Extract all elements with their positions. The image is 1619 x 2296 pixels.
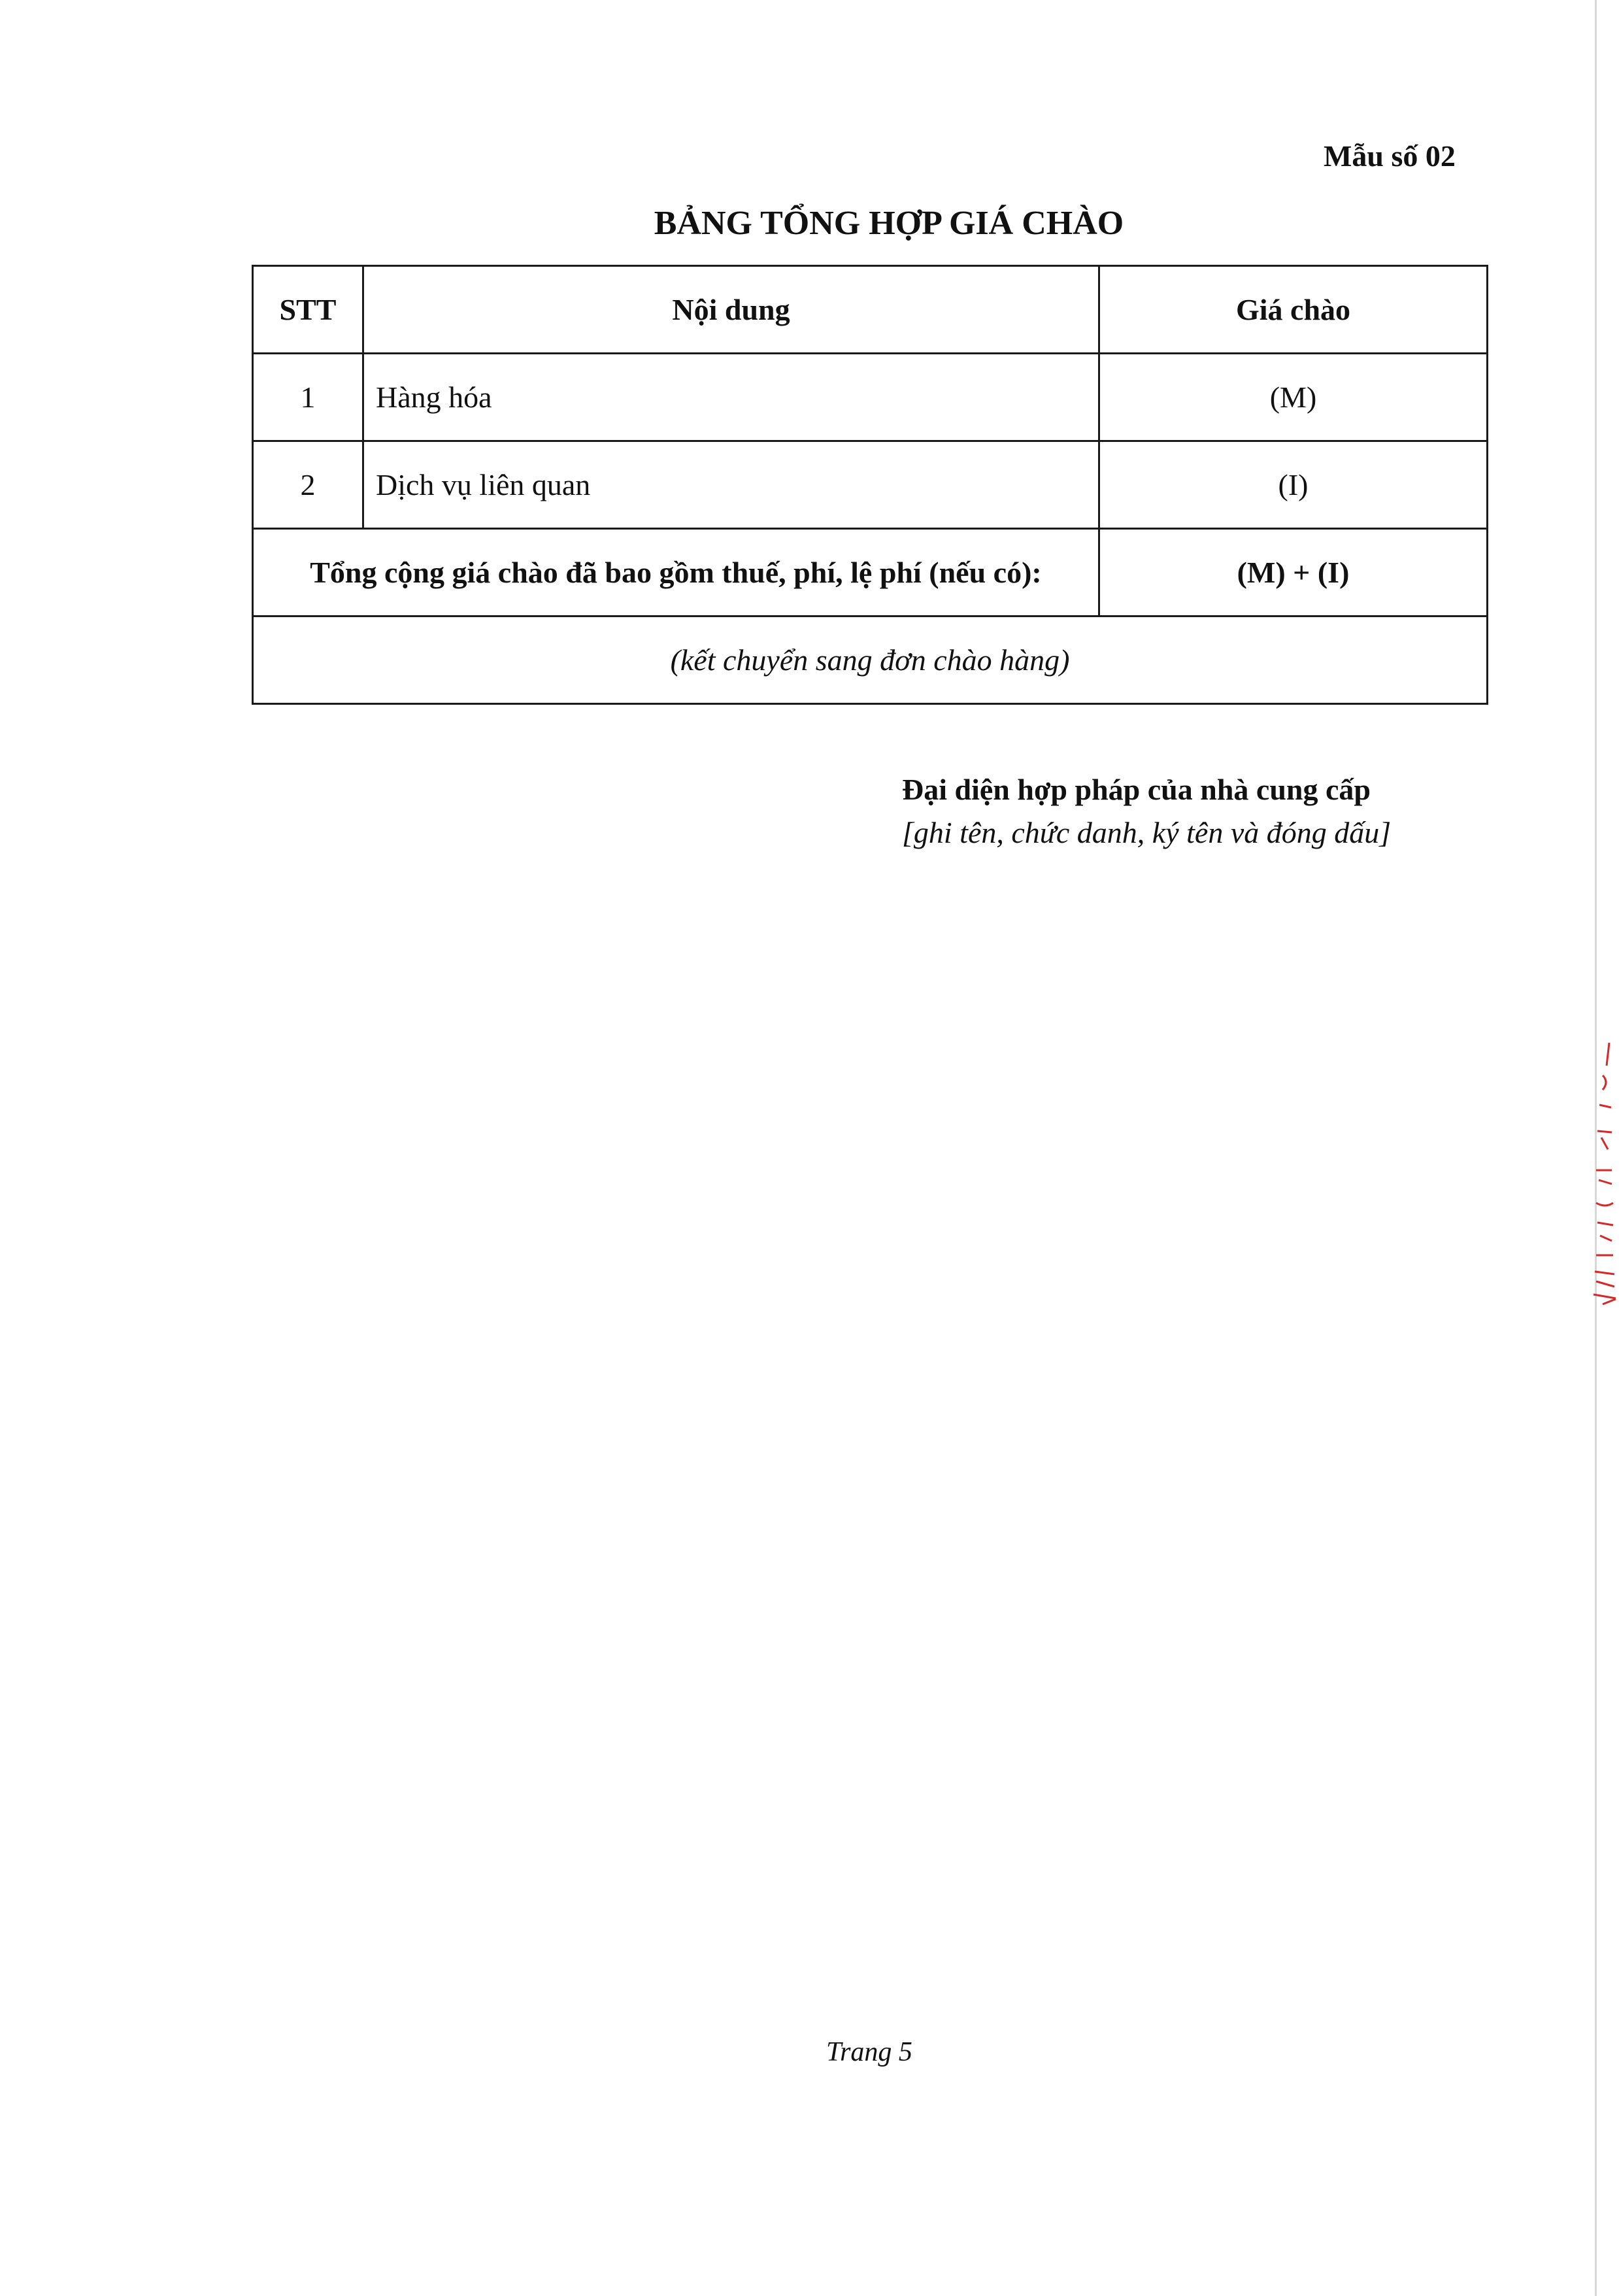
representative-block (902, 768, 1490, 854)
row-price: (M) (1099, 354, 1488, 441)
header-price: Giá chào (1099, 266, 1488, 354)
document-title: BẢNG TỔNG HỢP GIÁ CHÀO (654, 205, 1124, 242)
total-value: (M) + (I) (1099, 529, 1488, 616)
representative-title: Đại diện hợp pháp của nhà cung cấp (902, 773, 1371, 806)
red-stamp-fragment (1590, 1039, 1619, 1314)
table-row (253, 354, 1488, 441)
table-header-row (253, 266, 1488, 354)
transfer-row (253, 616, 1488, 704)
header-content: Nội dung (363, 266, 1099, 354)
total-label: Tổng cộng giá chào đã bao gồm thuế, phí, lệ phí (nếu có): (253, 529, 1099, 616)
representative-instruction: [ghi tên, chức danh, ký tên và đóng dấu] (902, 816, 1392, 849)
page-number: Trang 5 (826, 2037, 912, 2067)
form-number: Mẫu số 02 (1324, 139, 1456, 173)
stamp-marks (1594, 1043, 1616, 1304)
row-content: Hàng hóa (363, 354, 1099, 441)
price-summary-table (252, 265, 1488, 705)
total-row (253, 529, 1488, 616)
row-content: Dịch vụ liên quan (363, 441, 1099, 529)
row-price: (I) (1099, 441, 1488, 529)
transfer-note: (kết chuyển sang đơn chào hàng) (253, 616, 1488, 704)
row-stt: 1 (253, 354, 363, 441)
header-stt: STT (253, 266, 363, 354)
row-stt: 2 (253, 441, 363, 529)
table-row (253, 441, 1488, 529)
